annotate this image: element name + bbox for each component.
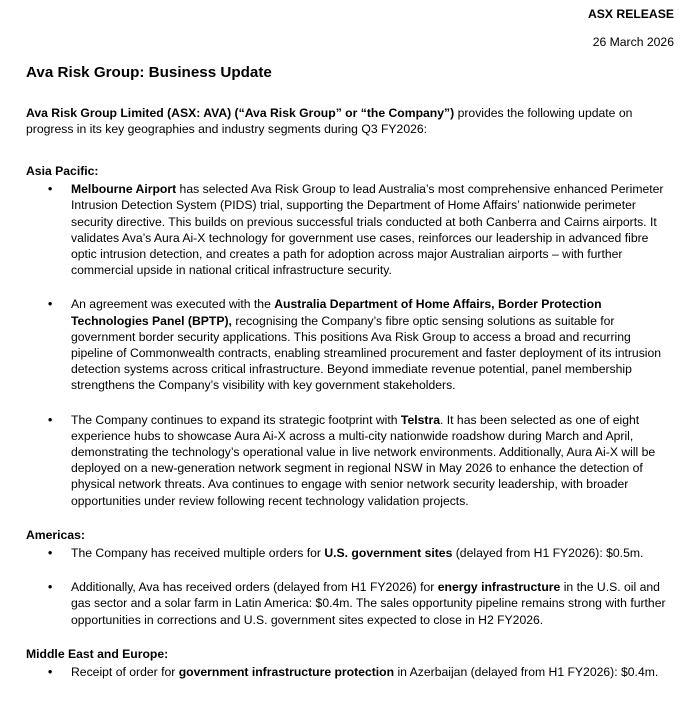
release-date: 26 March 2026 <box>592 35 674 49</box>
item-text-bold: Telstra <box>400 412 440 427</box>
bullet-list-asia-pacific <box>26 181 676 509</box>
section-asia-pacific <box>26 163 676 509</box>
item-text-pre: The Company has received multiple orders for <box>71 546 325 561</box>
list-item-melbourne-airport <box>26 181 676 278</box>
item-text-post: recognising the Company’s fibre optic sensing solutions as suitable for government border security applications. This positions Ava Risk Group to access a broad and recurring pipeline of Commonwealth contracts, enabling streamlined procurement and faster deployment of its intrusion detection systems across critical infrastructure. Beyond immediate revenue potential, panel membership strengthens the Company’s visibility with key government stakeholders. <box>71 313 662 393</box>
list-item-us-government <box>26 545 676 561</box>
document-title: Ava Risk Group: Business Update <box>26 64 272 81</box>
item-text-post: . It has been selected as one of eight experience hubs to showcase Aura Ai-X across a multi-city nationwide roadshow during March and April, demonstrating the technology’s operational value in live network environments. Additionally, Aura Ai-X will be deployed on a new-generation network segment in regional NSW in May 2026 to enhance the detection of physical network threats. Ava continues to engage with senior network security leadership, with broader opportunities under review following recent technology validation projects. <box>71 412 656 508</box>
section-heading-asia-pacific: Asia Pacific: <box>26 164 99 178</box>
item-text-post: has selected Ava Risk Group to lead Australia’s most comprehensive enhanced Perimeter Intrusion Detection System (PIDS) trial, supporting the Department of Home Affairs’ nationwide perimeter security directive. This builds on previous successful trials conducted at both Canberra and Cairns airports. It validates Ava’s Aura Ai-X technology for government use cases, reinforces our leadership in advanced fibre optic intrusion detection, and creates a path for adoption across major Australian airports – with further commercial upside in national critical infrastructure security. <box>71 182 664 278</box>
list-item-home-affairs <box>26 296 676 393</box>
bullet-list-middle-east-europe <box>26 664 676 680</box>
list-item-telstra <box>26 412 676 509</box>
bullet-icon: • <box>48 580 53 595</box>
list-item-azerbaijan <box>26 664 676 680</box>
release-label: ASX RELEASE <box>587 7 674 21</box>
item-text-pre: Additionally, Ava has received orders (delayed from H1 FY2026) for <box>71 580 438 595</box>
section-heading-middle-east-europe: Middle East and Europe: <box>26 646 169 661</box>
section-americas <box>26 527 676 628</box>
intro-text: provides the following update on progress in its key geographies and industry segments during Q3 FY2026: <box>26 106 633 137</box>
item-text-post: in the U.S. oil and gas sector and a solar farm in Latin America: $0.4m. The sales opportunity pipeline remains strong with further opportunities in corrections and U.S. government sites expected to close in H2 FY2026. <box>71 580 666 627</box>
body-content <box>26 163 676 680</box>
item-text-bold: U.S. government sites <box>324 546 453 561</box>
section-heading-americas: Americas: <box>26 527 85 542</box>
item-text-pre: Receipt of order for <box>71 665 179 680</box>
section-middle-east-europe <box>26 646 676 680</box>
list-item-energy-infrastructure <box>26 579 676 628</box>
item-text-post: (delayed from H1 FY2026): $0.5m. <box>452 546 644 561</box>
bullet-icon: • <box>48 412 53 427</box>
item-text-post: in Azerbaijan (delayed from H1 FY2026): $0.4m. <box>394 665 659 680</box>
bullet-icon: • <box>48 546 53 561</box>
intro-company-name: Ava Risk Group Limited (ASX: AVA) (“Ava Risk Group” or “the Company”) <box>26 106 455 120</box>
item-text-pre: An agreement was executed with the <box>71 297 275 312</box>
bullet-icon: • <box>48 182 53 197</box>
item-text-bold: Australia Department of Home Affairs, Border Protection Technologies Panel (BPTP), <box>71 297 602 328</box>
bullet-icon: • <box>48 665 53 680</box>
item-text-bold: government infrastructure protection <box>178 665 395 680</box>
bullet-list-americas <box>26 545 676 628</box>
item-text-bold: energy infrastructure <box>437 580 561 595</box>
bullet-icon: • <box>48 297 53 312</box>
intro-paragraph <box>26 105 676 137</box>
item-text-pre: The Company continues to expand its strategic footprint with <box>71 412 401 427</box>
item-text-bold: Melbourne Airport <box>71 182 177 197</box>
